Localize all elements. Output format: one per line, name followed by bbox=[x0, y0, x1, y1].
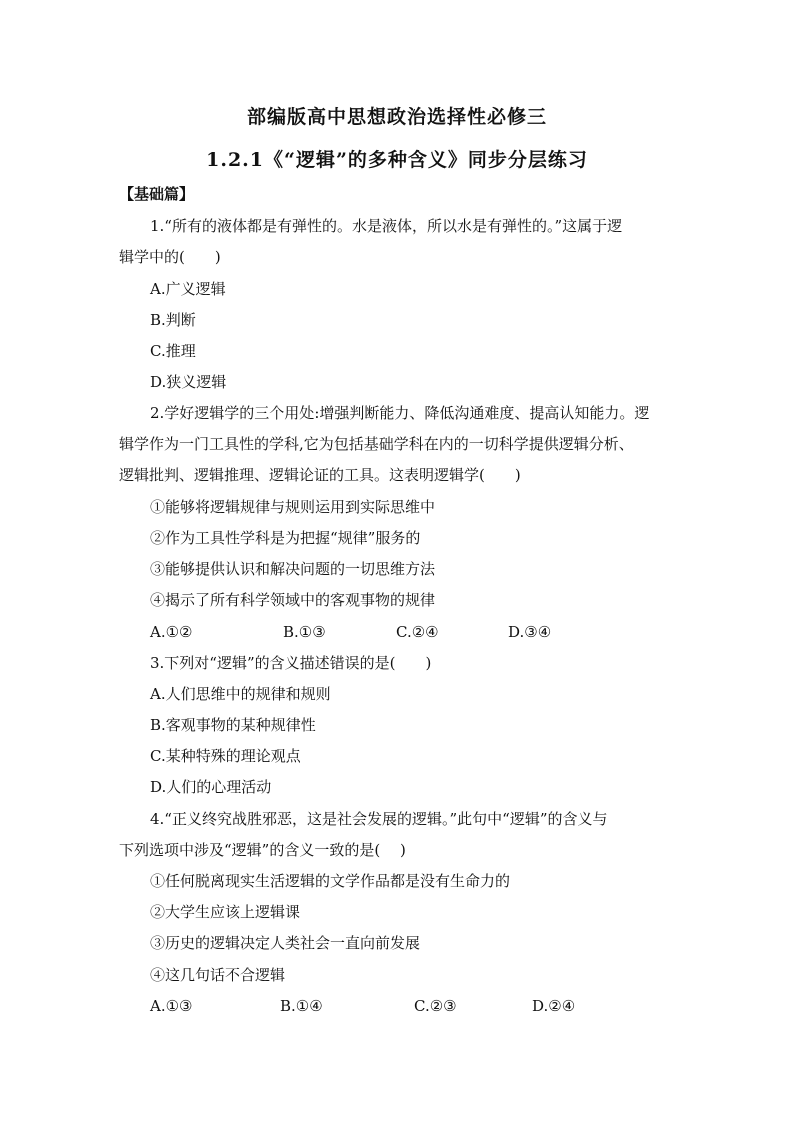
question-3-text: 3.下列对“逻辑”的含义描述错误的是( ) bbox=[150, 654, 432, 672]
question-1-option-b: B.判断 bbox=[150, 311, 196, 329]
question-4-item-1: ①任何脱离现实生活逻辑的文学作品都是没有生命力的 bbox=[150, 872, 511, 890]
question-4-option-a: A.①③ bbox=[150, 997, 193, 1015]
question-2-item-1: ①能够将逻辑规律与规则运用到实际思维中 bbox=[150, 498, 436, 516]
document-title: 部编版高中思想政治选择性必修三 bbox=[246, 106, 547, 128]
question-4-item-3: ③历史的逻辑决定人类社会一直向前发展 bbox=[150, 934, 421, 952]
question-3-option-d: D.人们的心理活动 bbox=[150, 778, 272, 796]
question-1-text: 1.“所有的液体都是有弹性的。水是液体，所以水是有弹性的。”这属于逻 bbox=[150, 217, 623, 235]
question-1-option-d: D.狭义逻辑 bbox=[150, 373, 227, 391]
question-4-option-b: B.①④ bbox=[280, 997, 323, 1015]
question-4-option-d: D.②④ bbox=[532, 997, 576, 1015]
question-1-option-a: A.广义逻辑 bbox=[150, 280, 226, 298]
question-1-text-cont: 辑学中的( ) bbox=[119, 248, 221, 266]
question-2-text: 2.学好逻辑学的三个用处:增强判断能力、降低沟通难度、提高认知能力。逻 bbox=[150, 404, 650, 422]
question-2-item-3: ③能够提供认识和解决问题的一切思维方法 bbox=[150, 560, 436, 578]
question-2-item-4: ④揭示了所有科学领域中的客观事物的规律 bbox=[150, 591, 436, 609]
section-heading: 【基础篇】 bbox=[119, 185, 195, 203]
question-4-item-4: ④这几句话不合逻辑 bbox=[150, 966, 286, 984]
document-subtitle: 1.2.1《“逻辑”的多种含义》同步分层练习 bbox=[206, 149, 588, 171]
question-2-option-b: B.①③ bbox=[283, 623, 326, 641]
question-3-option-b: B.客观事物的某种规律性 bbox=[150, 716, 316, 734]
question-4-text-cont: 下列选项中涉及“逻辑”的含义一致的是( ) bbox=[119, 841, 406, 859]
question-2-item-2: ②作为工具性学科是为把握“规律”服务的 bbox=[150, 529, 421, 547]
question-2-text-cont: 辑学作为一门工具性的学科,它为包括基础学科在内的一切科学提供逻辑分析、 bbox=[119, 435, 634, 453]
question-4-item-2: ②大学生应该上逻辑课 bbox=[150, 903, 301, 921]
question-2-option-a: A.①② bbox=[150, 623, 193, 641]
question-3-option-c: C.某种特殊的理论观点 bbox=[150, 747, 301, 765]
question-4-option-c: C.②③ bbox=[414, 997, 457, 1015]
question-1-option-c: C.推理 bbox=[150, 342, 196, 360]
question-3-option-a: A.人们思维中的规律和规则 bbox=[150, 685, 331, 703]
question-4-text: 4.“正义终究战胜邪恶，这是社会发展的逻辑。”此句中“逻辑”的含义与 bbox=[150, 810, 608, 828]
question-2-option-c: C.②④ bbox=[396, 623, 439, 641]
question-2-option-d: D.③④ bbox=[508, 623, 552, 641]
question-2-text-cont-2: 逻辑批判、逻辑推理、逻辑论证的工具。这表明逻辑学( ) bbox=[119, 466, 521, 484]
